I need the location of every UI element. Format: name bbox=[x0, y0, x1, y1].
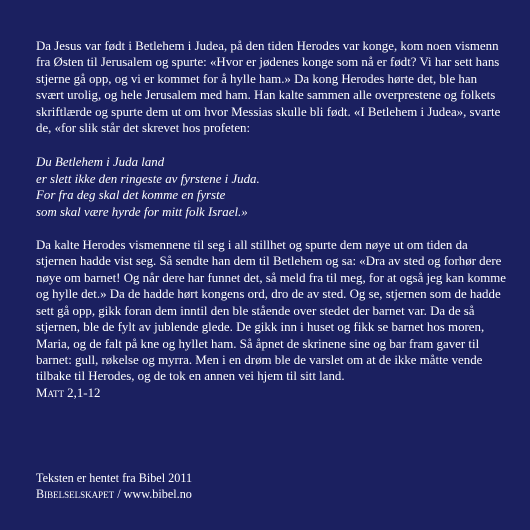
quote-line: Du Betlehem i Juda land bbox=[36, 155, 165, 170]
separator: / bbox=[114, 487, 124, 501]
publisher-name: Bibelselskapet bbox=[36, 487, 115, 501]
quote-line: er slett ikke den ringeste av fyrstene i Juda. bbox=[36, 171, 260, 186]
scripture-reference: Matt 2,1-12 bbox=[36, 385, 101, 400]
publisher-line bbox=[36, 486, 506, 502]
website-link[interactable]: www.bibel.no bbox=[123, 487, 192, 501]
quote-line: For fra deg skal det komme en fyrste bbox=[36, 188, 226, 203]
paragraph-intro: Da Jesus var født i Betlehem i Judea, på den tiden Herodes var konge, kom noen vismenn fra Østen til Jerusalem og spurte: «Hvor er jødenes konge som nå er født? Vi har sett hans stjerne gå opp, og vi er kommet for å hylle ham.» Da kong Herodes hørte det, ble han svært urolig, og hele Jerusalem med ham. Han kalte sammen alle overprestene og folkets skriftlærde og spurte dem ut om hvor Messias skulle bli født. «I Betlehem i Judea», svarte de, «for slik står det skrevet hos profeten: bbox=[36, 39, 501, 136]
prophecy-quote bbox=[36, 154, 506, 220]
footer bbox=[36, 470, 506, 502]
quote-line: som skal være hyrde for mitt folk Israel.» bbox=[36, 204, 248, 219]
paragraph-main: Da kalte Herodes vismennene til seg i all stillhet og spurte dem nøye ut om tiden da stjernen hadde vist seg. Så sendte han dem til Betlehem og sa: «Dra av sted og forhør dere nøye om barnet! Og når dere har funnet det, så meld fra til meg, for at også jeg kan komme og hylle det.» Da de hadde hørt kongens ord, dro de av sted. Og se, stjernen som de hadde sett gå opp, gikk foran dem inntil den ble stående over stedet der barnet var. Da de så stjernen, ble de fylt av jublende glede. De gikk inn i huset og fikk se barnet hos moren, Maria, og de falt på kne og hyllet ham. Så åpnet de skrinene sine og bar fram gaver til barnet: gull, røkelse og myrra. Men i en drøm ble de varslet om at de ikke måtte vende tilbake til Herodes, og de tok en annen vei hjem til sitt land. bbox=[36, 238, 506, 384]
source-note: Teksten er hentet fra Bibel 2011 bbox=[36, 471, 193, 485]
scripture-text bbox=[36, 38, 506, 401]
